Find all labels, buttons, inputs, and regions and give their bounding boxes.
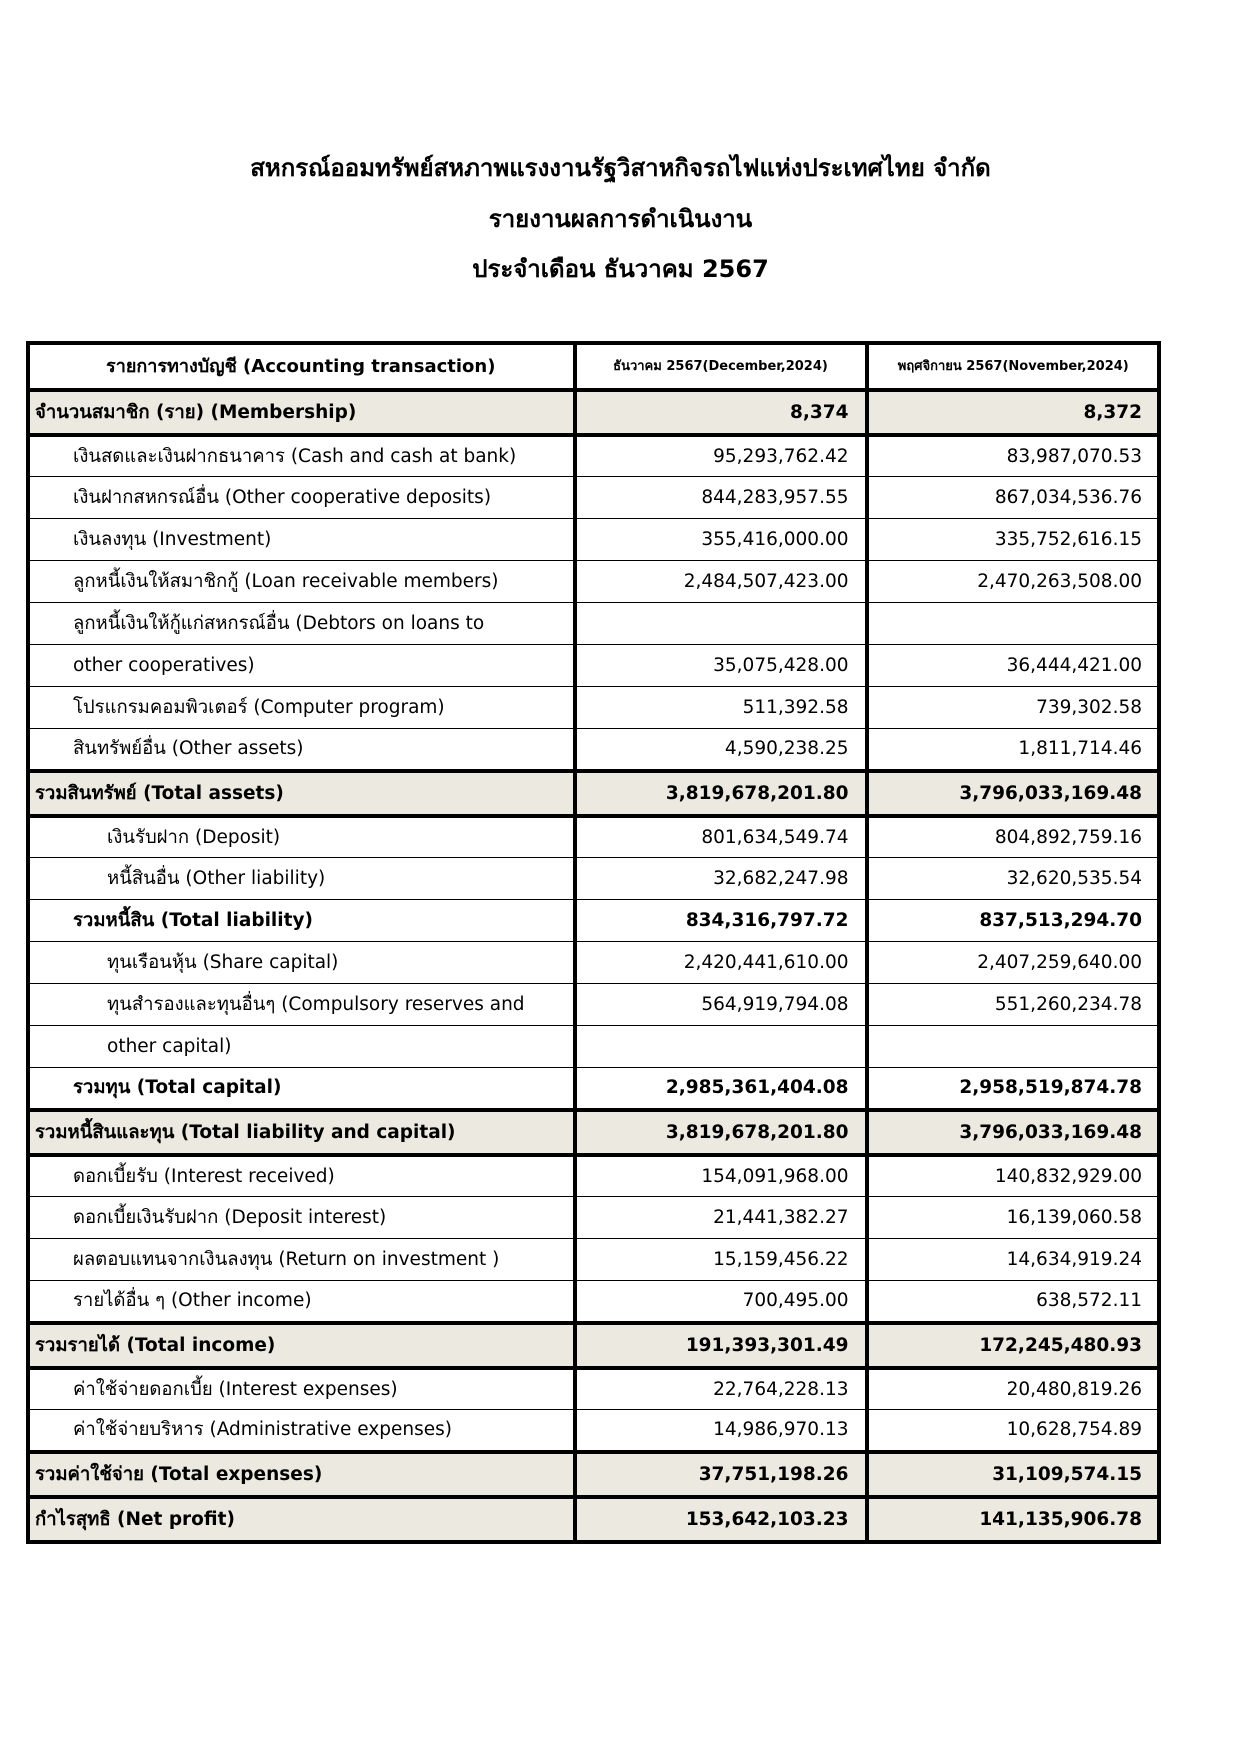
value-december: 4,590,238.25	[575, 729, 867, 771]
value-november: 20,480,819.26	[867, 1368, 1159, 1410]
value-november	[867, 603, 1159, 645]
table-row-total	[29, 1110, 1159, 1155]
table-row	[29, 1197, 1159, 1239]
value-december: 2,985,361,404.08	[575, 1068, 867, 1110]
value-november: 31,109,574.15	[867, 1452, 1159, 1497]
value-november: 14,634,919.24	[867, 1239, 1159, 1281]
row-label: โปรแกรมคอมพิวเตอร์ (Computer program)	[29, 687, 575, 729]
value-november: 739,302.58	[867, 687, 1159, 729]
table-row	[29, 687, 1159, 729]
value-november: 3,796,033,169.48	[867, 1110, 1159, 1155]
value-november	[867, 1026, 1159, 1068]
value-november: 1,811,714.46	[867, 729, 1159, 771]
value-november: 8,372	[867, 390, 1159, 435]
value-december: 2,484,507,423.00	[575, 561, 867, 603]
value-november: 172,245,480.93	[867, 1323, 1159, 1368]
row-label: รวมหนี้สินและทุน (Total liability and capital)	[29, 1110, 575, 1155]
value-november: 638,572.11	[867, 1281, 1159, 1323]
row-label: หนี้สินอื่น (Other liability)	[29, 858, 575, 900]
value-november: 335,752,616.15	[867, 519, 1159, 561]
value-november: 2,958,519,874.78	[867, 1068, 1159, 1110]
table-row	[29, 1026, 1159, 1068]
table-row	[29, 1239, 1159, 1281]
row-label: รวมหนี้สิน (Total liability)	[29, 900, 575, 942]
value-november: 10,628,754.89	[867, 1410, 1159, 1452]
table-row	[29, 561, 1159, 603]
row-label: ลูกหนี้เงินให้สมาชิกกู้ (Loan receivable members)	[29, 561, 575, 603]
value-november: 140,832,929.00	[867, 1155, 1159, 1197]
value-december: 2,420,441,610.00	[575, 942, 867, 984]
table-row	[29, 1281, 1159, 1323]
row-label: รวมค่าใช้จ่าย (Total expenses)	[29, 1452, 575, 1497]
value-december: 35,075,428.00	[575, 645, 867, 687]
value-december: 154,091,968.00	[575, 1155, 867, 1197]
header-accounting-transaction: รายการทางบัญชี (Accounting transaction)	[29, 344, 575, 390]
table-row	[29, 1155, 1159, 1197]
value-december: 355,416,000.00	[575, 519, 867, 561]
value-december: 32,682,247.98	[575, 858, 867, 900]
financial-report-table	[28, 343, 1159, 1542]
table-row	[29, 816, 1159, 858]
value-december: 37,751,198.26	[575, 1452, 867, 1497]
table-row-total	[29, 1452, 1159, 1497]
header-december-2024: ธันวาคม 2567(December,2024)	[575, 344, 867, 390]
value-december: 22,764,228.13	[575, 1368, 867, 1410]
row-label: ค่าใช้จ่ายดอกเบี้ย (Interest expenses)	[29, 1368, 575, 1410]
table-row	[29, 519, 1159, 561]
table-row	[29, 942, 1159, 984]
value-december: 8,374	[575, 390, 867, 435]
row-label: ค่าใช้จ่ายบริหาร (Administrative expenses)	[29, 1410, 575, 1452]
row-label: ทุนเรือนหุ้น (Share capital)	[29, 942, 575, 984]
table-row	[29, 729, 1159, 771]
row-label: other capital)	[29, 1026, 575, 1068]
table-row	[29, 1368, 1159, 1410]
table-row-total	[29, 771, 1159, 816]
row-label: ดอกเบี้ยรับ (Interest received)	[29, 1155, 575, 1197]
value-november: 36,444,421.00	[867, 645, 1159, 687]
table-row	[29, 603, 1159, 645]
value-november: 32,620,535.54	[867, 858, 1159, 900]
value-november: 141,135,906.78	[867, 1497, 1159, 1542]
value-november: 83,987,070.53	[867, 435, 1159, 477]
value-november: 551,260,234.78	[867, 984, 1159, 1026]
header-november-2024: พฤศจิกายน 2567(November,2024)	[867, 344, 1159, 390]
organization-title: สหกรณ์ออมทรัพย์สหภาพแรงงานรัฐวิสาหกิจรถไฟแห่งประเทศไทย จำกัด	[250, 154, 991, 182]
value-december: 15,159,456.22	[575, 1239, 867, 1281]
table-row	[29, 858, 1159, 900]
value-december: 14,986,970.13	[575, 1410, 867, 1452]
table-header-row	[29, 344, 1159, 390]
table-row-subtotal	[29, 900, 1159, 942]
row-label: ทุนสำรองและทุนอื่นๆ (Compulsory reserves and	[29, 984, 575, 1026]
value-december: 564,919,794.08	[575, 984, 867, 1026]
table-row	[29, 390, 1159, 435]
value-november: 837,513,294.70	[867, 900, 1159, 942]
row-label: other cooperatives)	[29, 645, 575, 687]
row-label: รวมรายได้ (Total income)	[29, 1323, 575, 1368]
value-december: 511,392.58	[575, 687, 867, 729]
row-label: รวมสินทรัพย์ (Total assets)	[29, 771, 575, 816]
row-label: ดอกเบี้ยเงินรับฝาก (Deposit interest)	[29, 1197, 575, 1239]
value-november: 16,139,060.58	[867, 1197, 1159, 1239]
value-december: 153,642,103.23	[575, 1497, 867, 1542]
row-label: กำไรสุทธิ (Net profit)	[29, 1497, 575, 1542]
row-label: เงินฝากสหกรณ์อื่น (Other cooperative deposits)	[29, 477, 575, 519]
row-label: เงินรับฝาก (Deposit)	[29, 816, 575, 858]
value-november: 804,892,759.16	[867, 816, 1159, 858]
value-december: 700,495.00	[575, 1281, 867, 1323]
table-row	[29, 984, 1159, 1026]
report-title: รายงานผลการดำเนินงาน	[488, 205, 753, 233]
table-row	[29, 477, 1159, 519]
value-december: 3,819,678,201.80	[575, 1110, 867, 1155]
value-december	[575, 603, 867, 645]
table-row	[29, 1410, 1159, 1452]
row-label: จำนวนสมาชิก (ราย) (Membership)	[29, 390, 575, 435]
table-row-total	[29, 1323, 1159, 1368]
table-row-net-profit	[29, 1497, 1159, 1542]
row-label: เงินสดและเงินฝากธนาคาร (Cash and cash at bank)	[29, 435, 575, 477]
value-december: 844,283,957.55	[575, 477, 867, 519]
value-december: 21,441,382.27	[575, 1197, 867, 1239]
value-december: 95,293,762.42	[575, 435, 867, 477]
table-row	[29, 645, 1159, 687]
value-december	[575, 1026, 867, 1068]
row-label: รวมทุน (Total capital)	[29, 1068, 575, 1110]
row-label: ผลตอบแทนจากเงินลงทุน (Return on investment )	[29, 1239, 575, 1281]
value-november: 2,470,263,508.00	[867, 561, 1159, 603]
value-december: 3,819,678,201.80	[575, 771, 867, 816]
table-row-subtotal	[29, 1068, 1159, 1110]
value-december: 191,393,301.49	[575, 1323, 867, 1368]
value-december: 834,316,797.72	[575, 900, 867, 942]
row-label: สินทรัพย์อื่น (Other assets)	[29, 729, 575, 771]
value-november: 3,796,033,169.48	[867, 771, 1159, 816]
row-label: เงินลงทุน (Investment)	[29, 519, 575, 561]
table-row	[29, 435, 1159, 477]
value-december: 801,634,549.74	[575, 816, 867, 858]
row-label: ลูกหนี้เงินให้กู้แก่สหกรณ์อื่น (Debtors on loans to	[29, 603, 575, 645]
value-november: 867,034,536.76	[867, 477, 1159, 519]
report-period: ประจำเดือน ธันวาคม 2567	[472, 255, 769, 283]
row-label: รายได้อื่น ๆ (Other income)	[29, 1281, 575, 1323]
value-november: 2,407,259,640.00	[867, 942, 1159, 984]
